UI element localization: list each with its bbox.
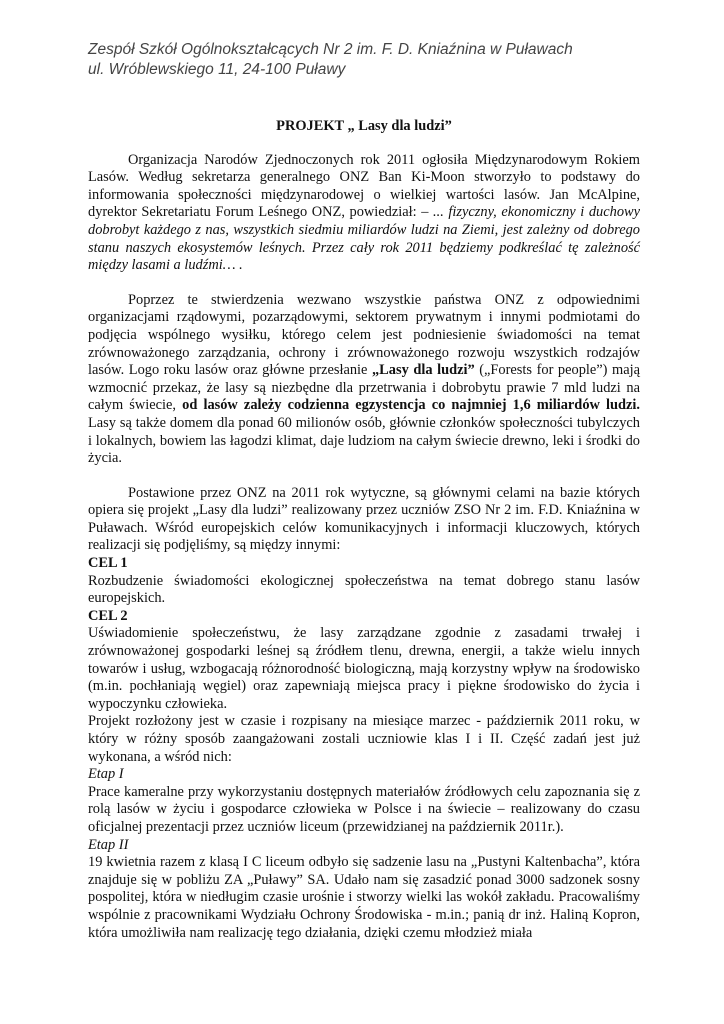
goal-1-text: Rozbudzenie świadomości ekologicznej społeczeństwa na temat dobrego stanu lasów europejskich. (88, 572, 640, 607)
stage-2-text: 19 kwietnia razem z klasą I C liceum odbyło się sadzenie lasu na „Pustyni Kaltenbacha”, która znajduje się w pobliżu ZA „Puławy” SA. Udało nam się zasadzić ponad 3000 sadzonek sosny pospolitej, która w niedługim czasie urośnie i stworzy wielki las wokół zakładu. Pracowaliśmy wspólnie z pracownikami Wydziału Ochrony Środowiska - m.in.; panią dr inż. Haliną Kopron, która umożliwiła nam realizację tego działania, dzięki czemu młodzież miała (88, 854, 640, 941)
header-address: ul. Wróblewskiego 11, 24-100 Puławy (88, 61, 346, 78)
goal-2-text: Uświadomienie społeczeństwu, że lasy zarządzane zgodnie z zasadami trwałej i zrównoważonej gospodarki leśnej są źródłem tlenu, drewna, energii, a także wielu innych towarów i usług, wzbogacają różnorodność biologiczną, mają korzystny wpływ na środowisko (m.in. pochłaniają węgiel) oraz zapewniają miejsca pracy i piękne środowisko do życia i wypoczynku człowieka. (88, 625, 640, 712)
appeal-text-b: („Forests for people”) mają wzmocnić przekaz, że lasy są niezbędne dla przetrwania i dobrobytu prawie 7 mld ludzi na całym świecie, (88, 362, 640, 414)
stage-1-label: Etap I (88, 766, 124, 783)
paragraph-schedule: Projekt rozłożony jest w czasie i rozpisany na miesiące marzec - październik 2011 roku, w który w różny sposób zaangażowani zostali uczniowie klas I i II. Część zadań jest już wykonana, a wśród nich: (88, 713, 640, 765)
appeal-text-c: Lasy są także domem dla ponad 60 milionów osób, głównie członków społeczności tubylczych i lokalnych, bowiem las łagodzi klimat, daje ludziom na całym świecie drewno, leki i środki do życia. (88, 414, 640, 467)
goal-1-heading: CEL 1 (88, 555, 128, 572)
header-school-name: Zespół Szkół Ogólnokształcących Nr 2 im. F. D. Kniaźnina w Puławach (88, 41, 573, 58)
stage-2-label: Etap II (88, 836, 129, 853)
appeal-emphasis: od lasów zależy codzienna egzystencja co najmniej 1,6 miliardów ludzi. (182, 397, 640, 414)
document-body (88, 118, 640, 942)
project-title: PROJEKT „ Lasy dla ludzi” (276, 118, 452, 134)
goal-2-heading: CEL 2 (88, 607, 128, 624)
school-header (88, 40, 648, 80)
stage-1-text: Prace kameralne przy wykorzystaniu dostępnych materiałów źródłowych celu zapoznania się z rolą lasów w życiu i gospodarce człowieka w Polsce i na świecie – realizowany do czasu oficjalnej prezentacji przez uczniów liceum (przewidzianej na październik 2011r.). (88, 783, 640, 835)
appeal-slogan: „Lasy dla ludzi” (371, 362, 475, 379)
appeal-text-a: Poprzez te stwierdzenia wezwano wszystkie państwa ONZ z odpowiednimi organizacjami rządowymi, pozarządowymi, sektorem prywatnym i innymi podmiotami do podjęcia wspólnego wysiłku, którego celem jest podniesienie świadomości na temat zrównoważonego zarządzania, ochrony i zrównoważonego rozwoju wszystkich rodzajów lasów. Logo roku lasów oraz główne przesłanie (88, 291, 640, 379)
intro-quote: ... fizyczny, ekonomiczny i duchowy dobrobyt każdego z nas, wszystkich siedmiu miliardów ludzi na Ziemi, jest zależny od dobrego stanu naszych ekosystemów leśnych. Przez cały rok 2011 będziemy podkreślać tę zależność między lasami a ludźmi… . (88, 204, 641, 274)
paragraph-appeal (88, 292, 640, 468)
paragraph-intro (88, 152, 640, 275)
intro-text: Organizacja Narodów Zjednoczonych rok 2011 ogłosiła Międzynarodowym Rokiem Lasów. Według sekretarza generalnego ONZ Ban Ki-Moon stworzyło to podstawy do informowania społeczności międzynarodowej o wielkiej wartości lasów. Jan McAlpine, dyrektor Sekretariatu Forum Leśnego ONZ, powiedział: – (88, 151, 640, 221)
paragraph-guidelines: Postawione przez ONZ na 2011 rok wytyczne, są głównymi celami na bazie których opiera się projekt „Lasy dla ludzi” realizowany przez uczniów ZSO Nr 2 im. F.D. Kniaźnina w Puławach. Wśród europejskich celów komunikacyjnych i informacji kluczowych, których realizacji się podjęliśmy, są między innymi: (88, 484, 640, 554)
